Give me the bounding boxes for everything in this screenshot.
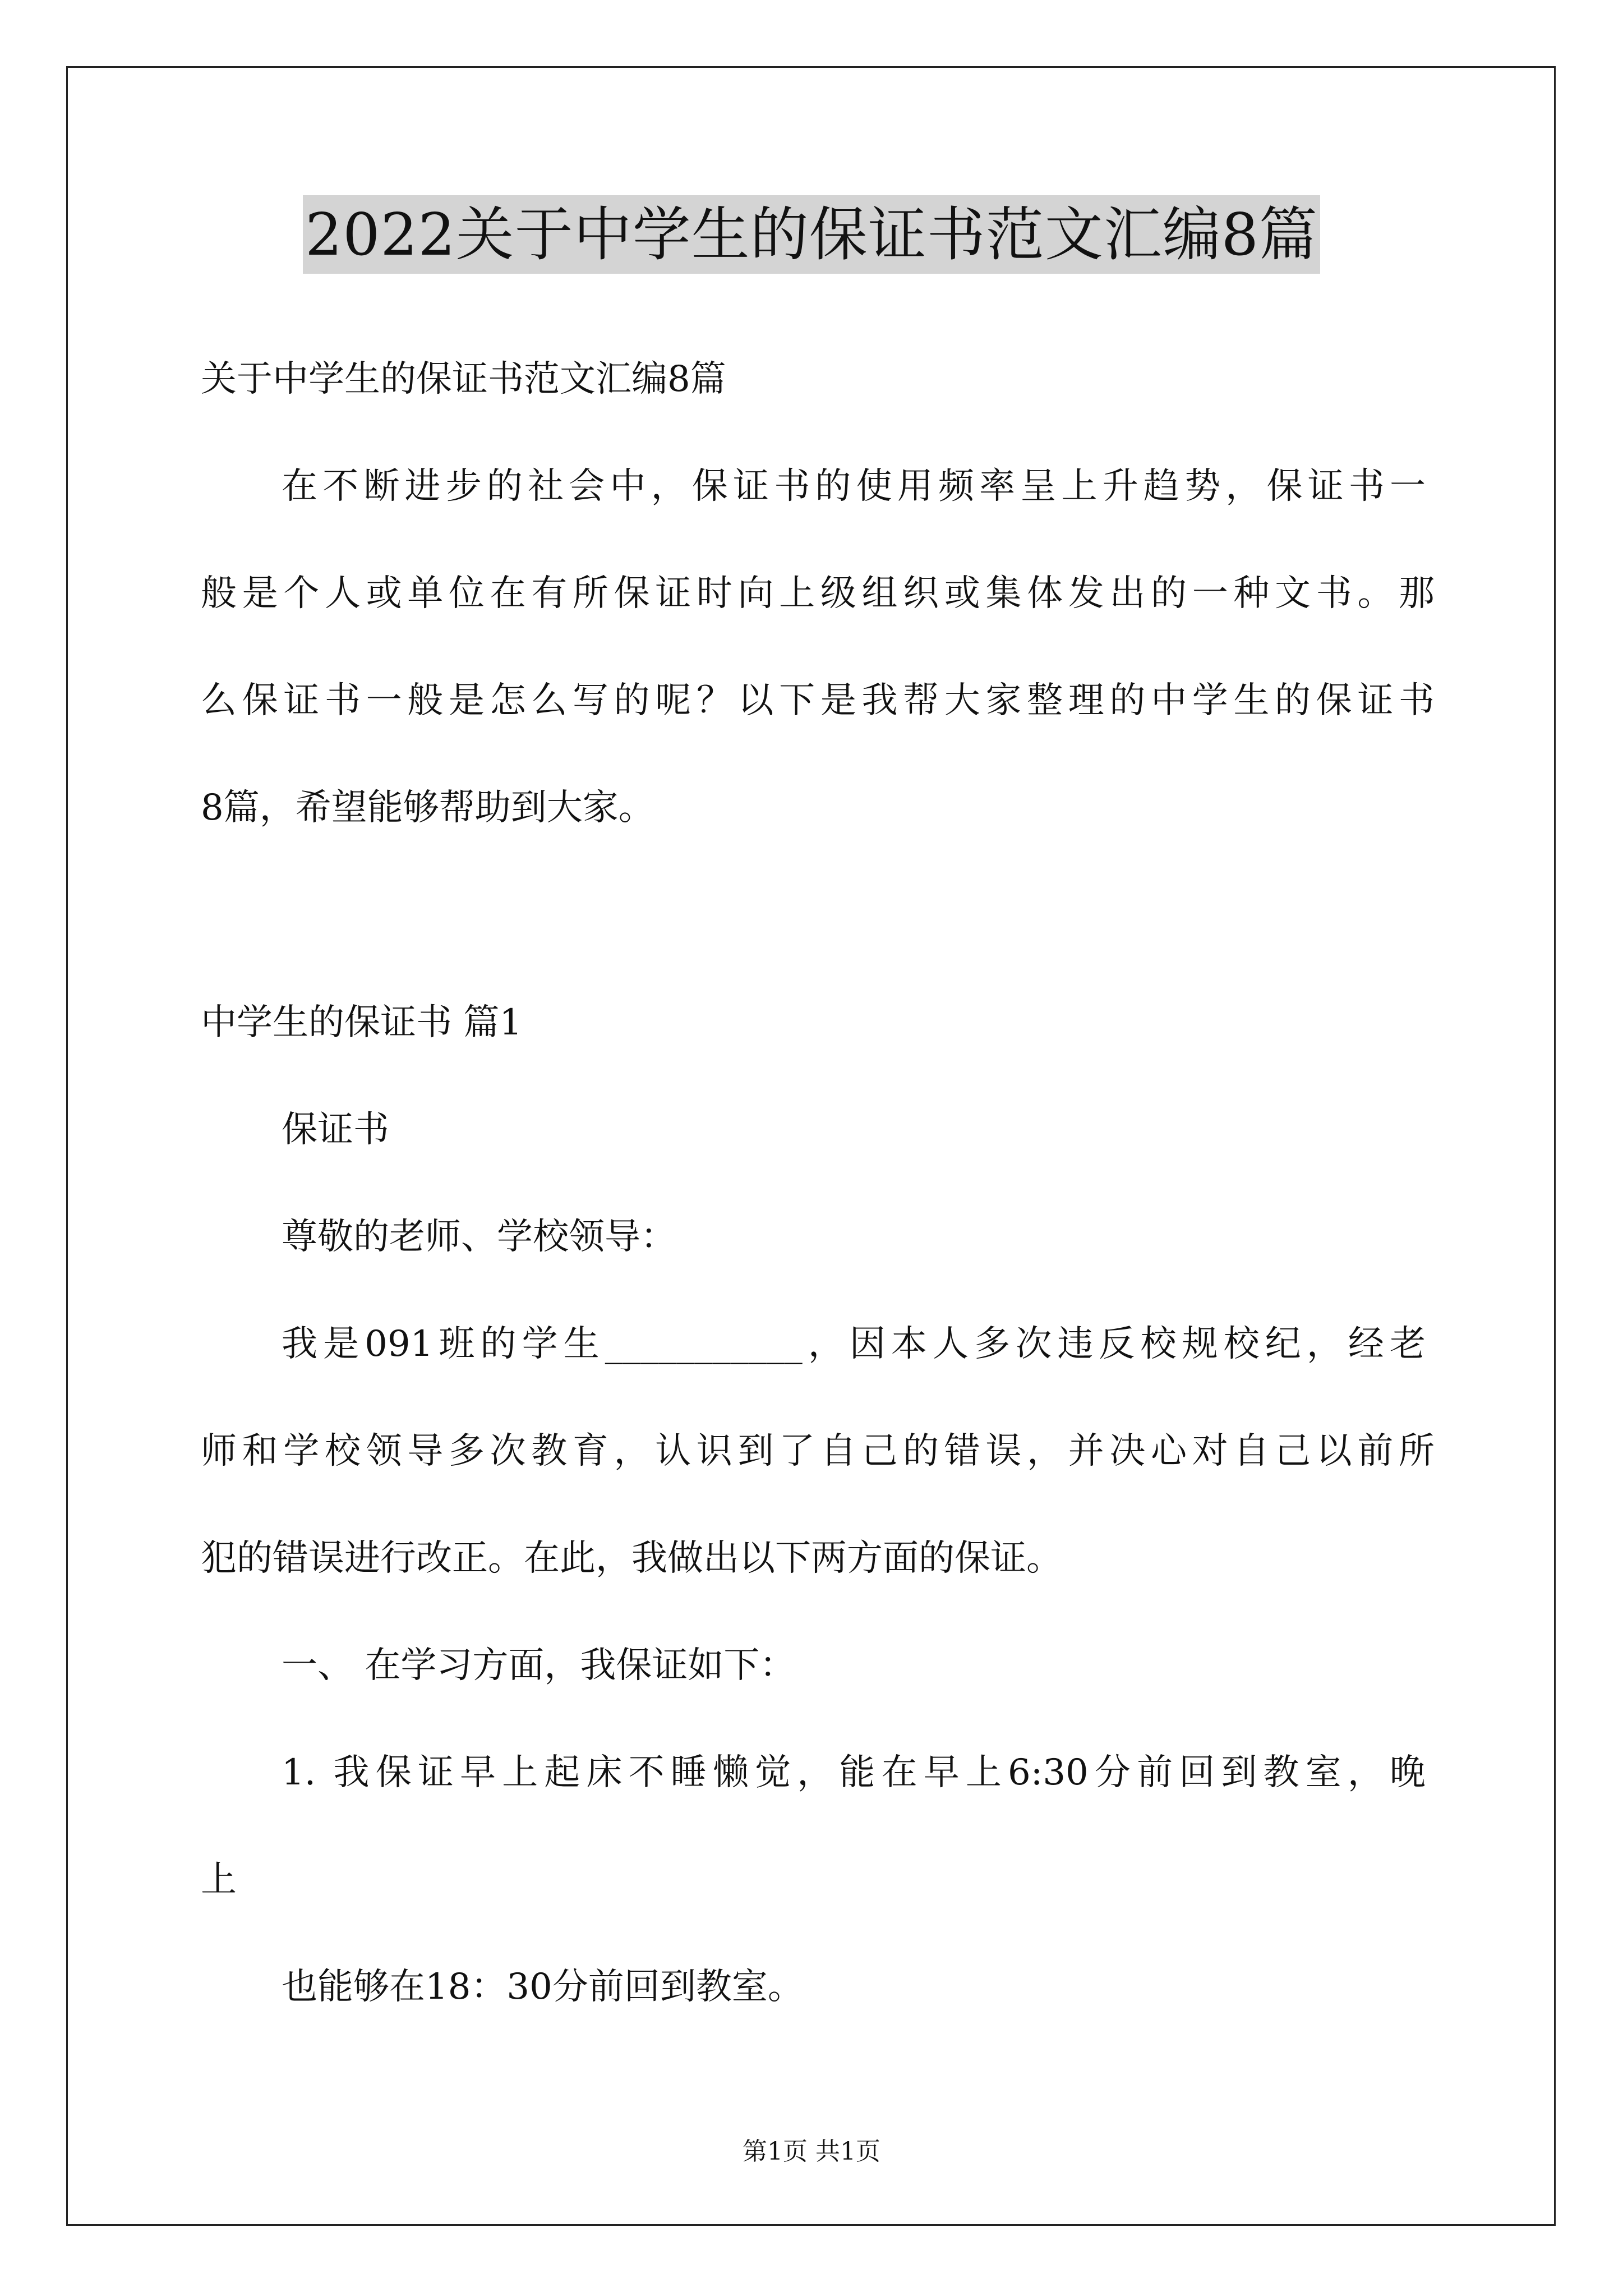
intro-line-4: 8篇，希望能够帮助到大家。	[201, 787, 654, 829]
body-line-2: 师和学校领导多次教育，认识到了自己的错误，并决心对自己以前所	[201, 1430, 1435, 1472]
body-line-3: 犯的错误进行改正。在此，我做出以下两方面的保证。	[201, 1538, 1062, 1579]
item1-line-1: 1. 我保证早上起床不睡懒觉，能在早上6:30分前回到教室，晚	[282, 1752, 1426, 1793]
salutation: 尊敬的老师、学校领导：	[282, 1216, 676, 1258]
section-heading: 中学生的保证书 篇1	[201, 1002, 523, 1043]
page-footer: 第1页 共1页	[743, 2137, 880, 2166]
intro-line-1: 在不断进步的社会中，保证书的使用频率呈上升趋势，保证书一	[282, 466, 1426, 507]
item1-line-2: 上	[201, 1859, 237, 1901]
document-title: 2022关于中学生的保证书范文汇编8篇	[303, 195, 1320, 274]
document-subtitle: 关于中学生的保证书范文汇编8篇	[201, 358, 726, 400]
intro-line-3: 么保证书一般是怎么写的呢？以下是我帮大家整理的中学生的保证书	[201, 680, 1435, 721]
point-heading: 一、 在学习方面，我保证如下：	[282, 1645, 796, 1686]
intro-line-2: 般是个人或单位在有所保证时向上级组织或集体发出的一种文书。那	[201, 573, 1435, 614]
item1-continuation: 也能够在18：30分前回到教室。	[282, 1966, 804, 2008]
title-container	[0, 195, 1623, 274]
body-line-1: 我是091班的学生___________，因本人多次违反校规校纪，经老	[282, 1323, 1426, 1365]
letter-title: 保证书	[282, 1109, 389, 1151]
